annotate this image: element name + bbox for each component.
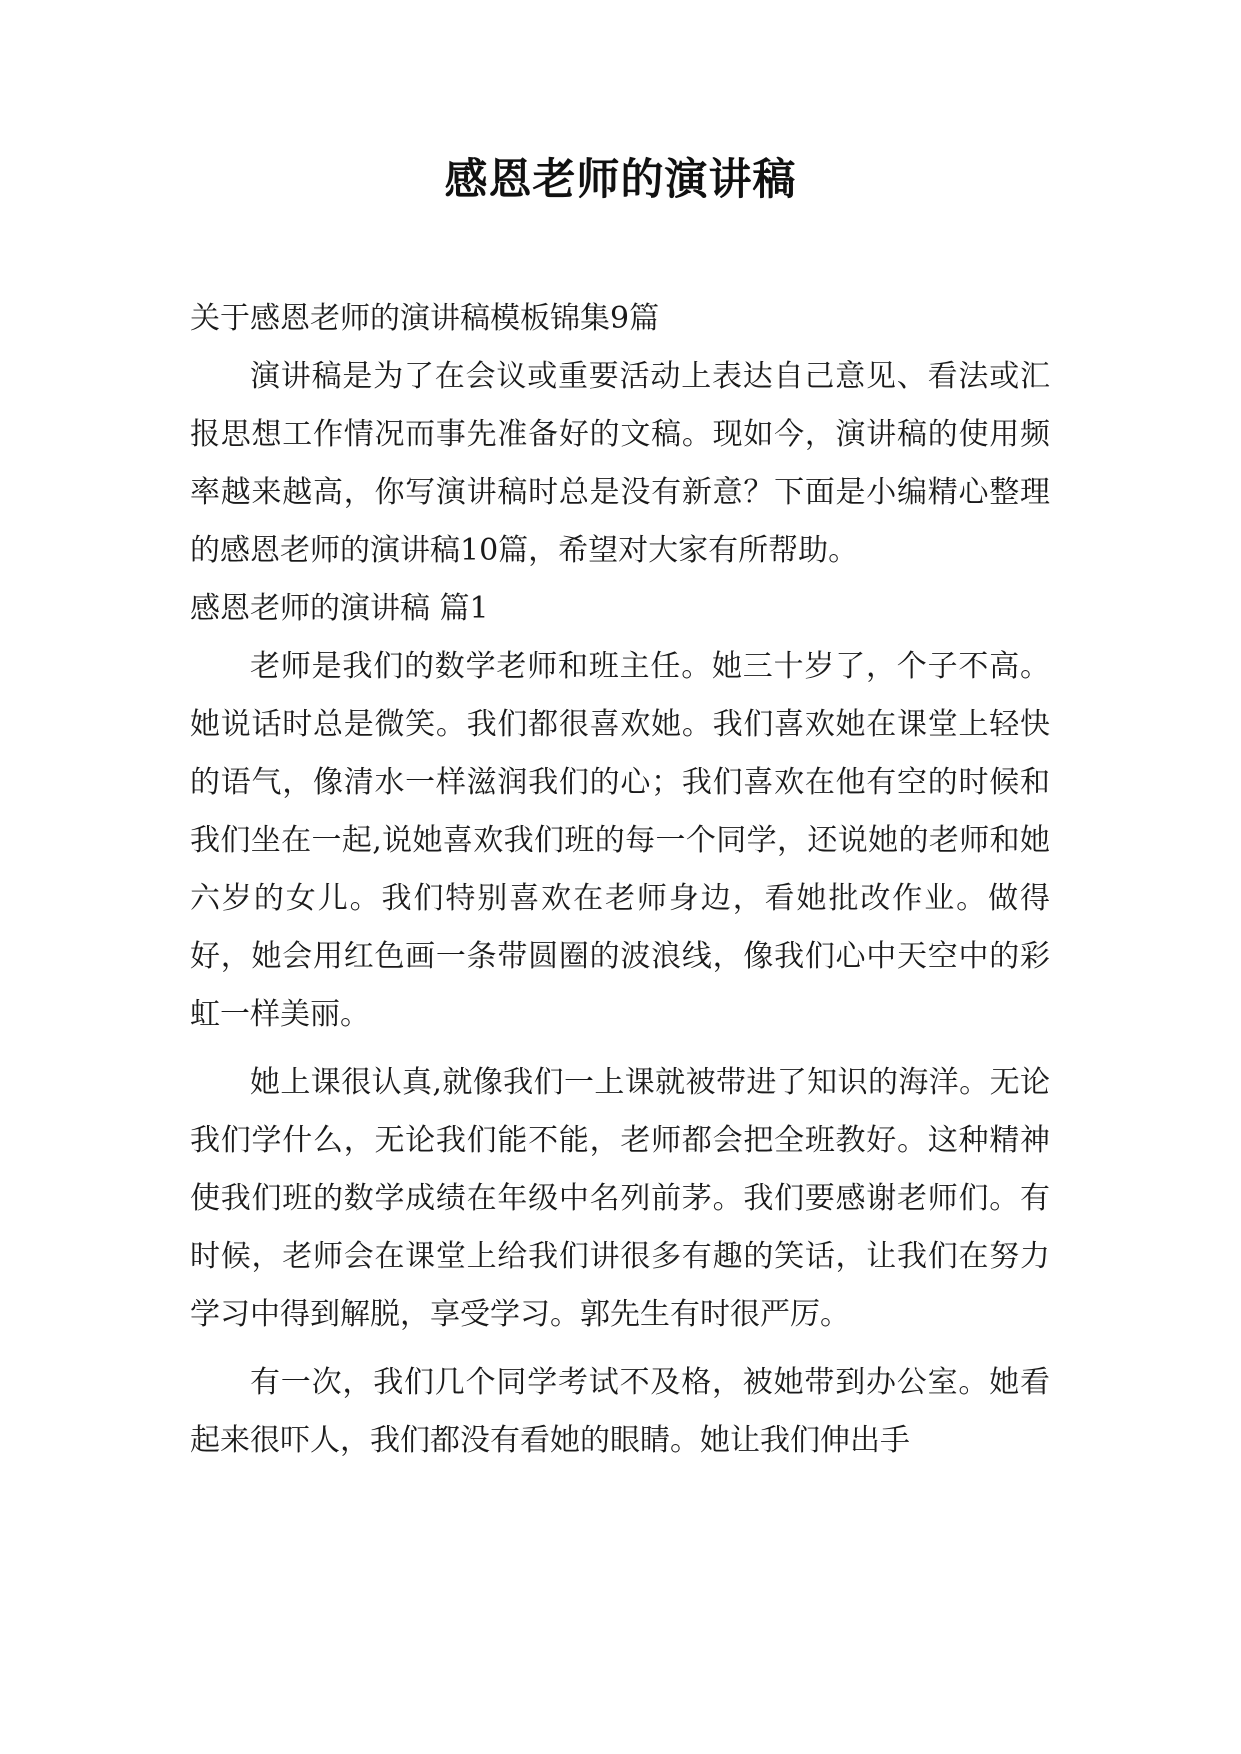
document-body: [190, 290, 1050, 1470]
document-title: 感恩老师的演讲稿: [444, 155, 797, 205]
body-paragraph-3: 有一次，我们几个同学考试不及格，被她带到办公室。她看起来很吓人，我们都没有看她的眼睛。她让我们伸出手: [190, 1365, 1050, 1458]
document-subtitle: 关于感恩老师的演讲稿模板锦集9篇: [190, 301, 660, 336]
section-heading: 感恩老师的演讲稿 篇1: [190, 591, 489, 626]
intro-paragraph: 演讲稿是为了在会议或重要活动上表达自己意见、看法或汇报思想工作情况而事先准备好的文稿。现如今，演讲稿的使用频率越来越高，你写演讲稿时总是没有新意？下面是小编精心整理的感恩老师的演讲稿10篇，希望对大家有所帮助。: [190, 359, 1050, 568]
body-paragraph-2: 她上课很认真,就像我们一上课就被带进了知识的海洋。无论我们学什么，无论我们能不能，老师都会把全班教好。这种精神使我们班的数学成绩在年级中名列前茅。我们要感谢老师们。有时候，老师会在课堂上给我们讲很多有趣的笑话，让我们在努力学习中得到解脱，享受学习。郭先生有时很严厉。: [190, 1065, 1050, 1332]
body-paragraph-1: 老师是我们的数学老师和班主任。她三十岁了，个子不高。她说话时总是微笑。我们都很喜欢她。我们喜欢她在课堂上轻快的语气，像清水一样滋润我们的心；我们喜欢在他有空的时候和我们坐在一起,说她喜欢我们班的每一个同学，还说她的老师和她六岁的女儿。我们特别喜欢在老师身边，看她批改作业。做得好，她会用红色画一条带圆圈的波浪线，像我们心中天空中的彩虹一样美丽。: [190, 649, 1050, 1032]
